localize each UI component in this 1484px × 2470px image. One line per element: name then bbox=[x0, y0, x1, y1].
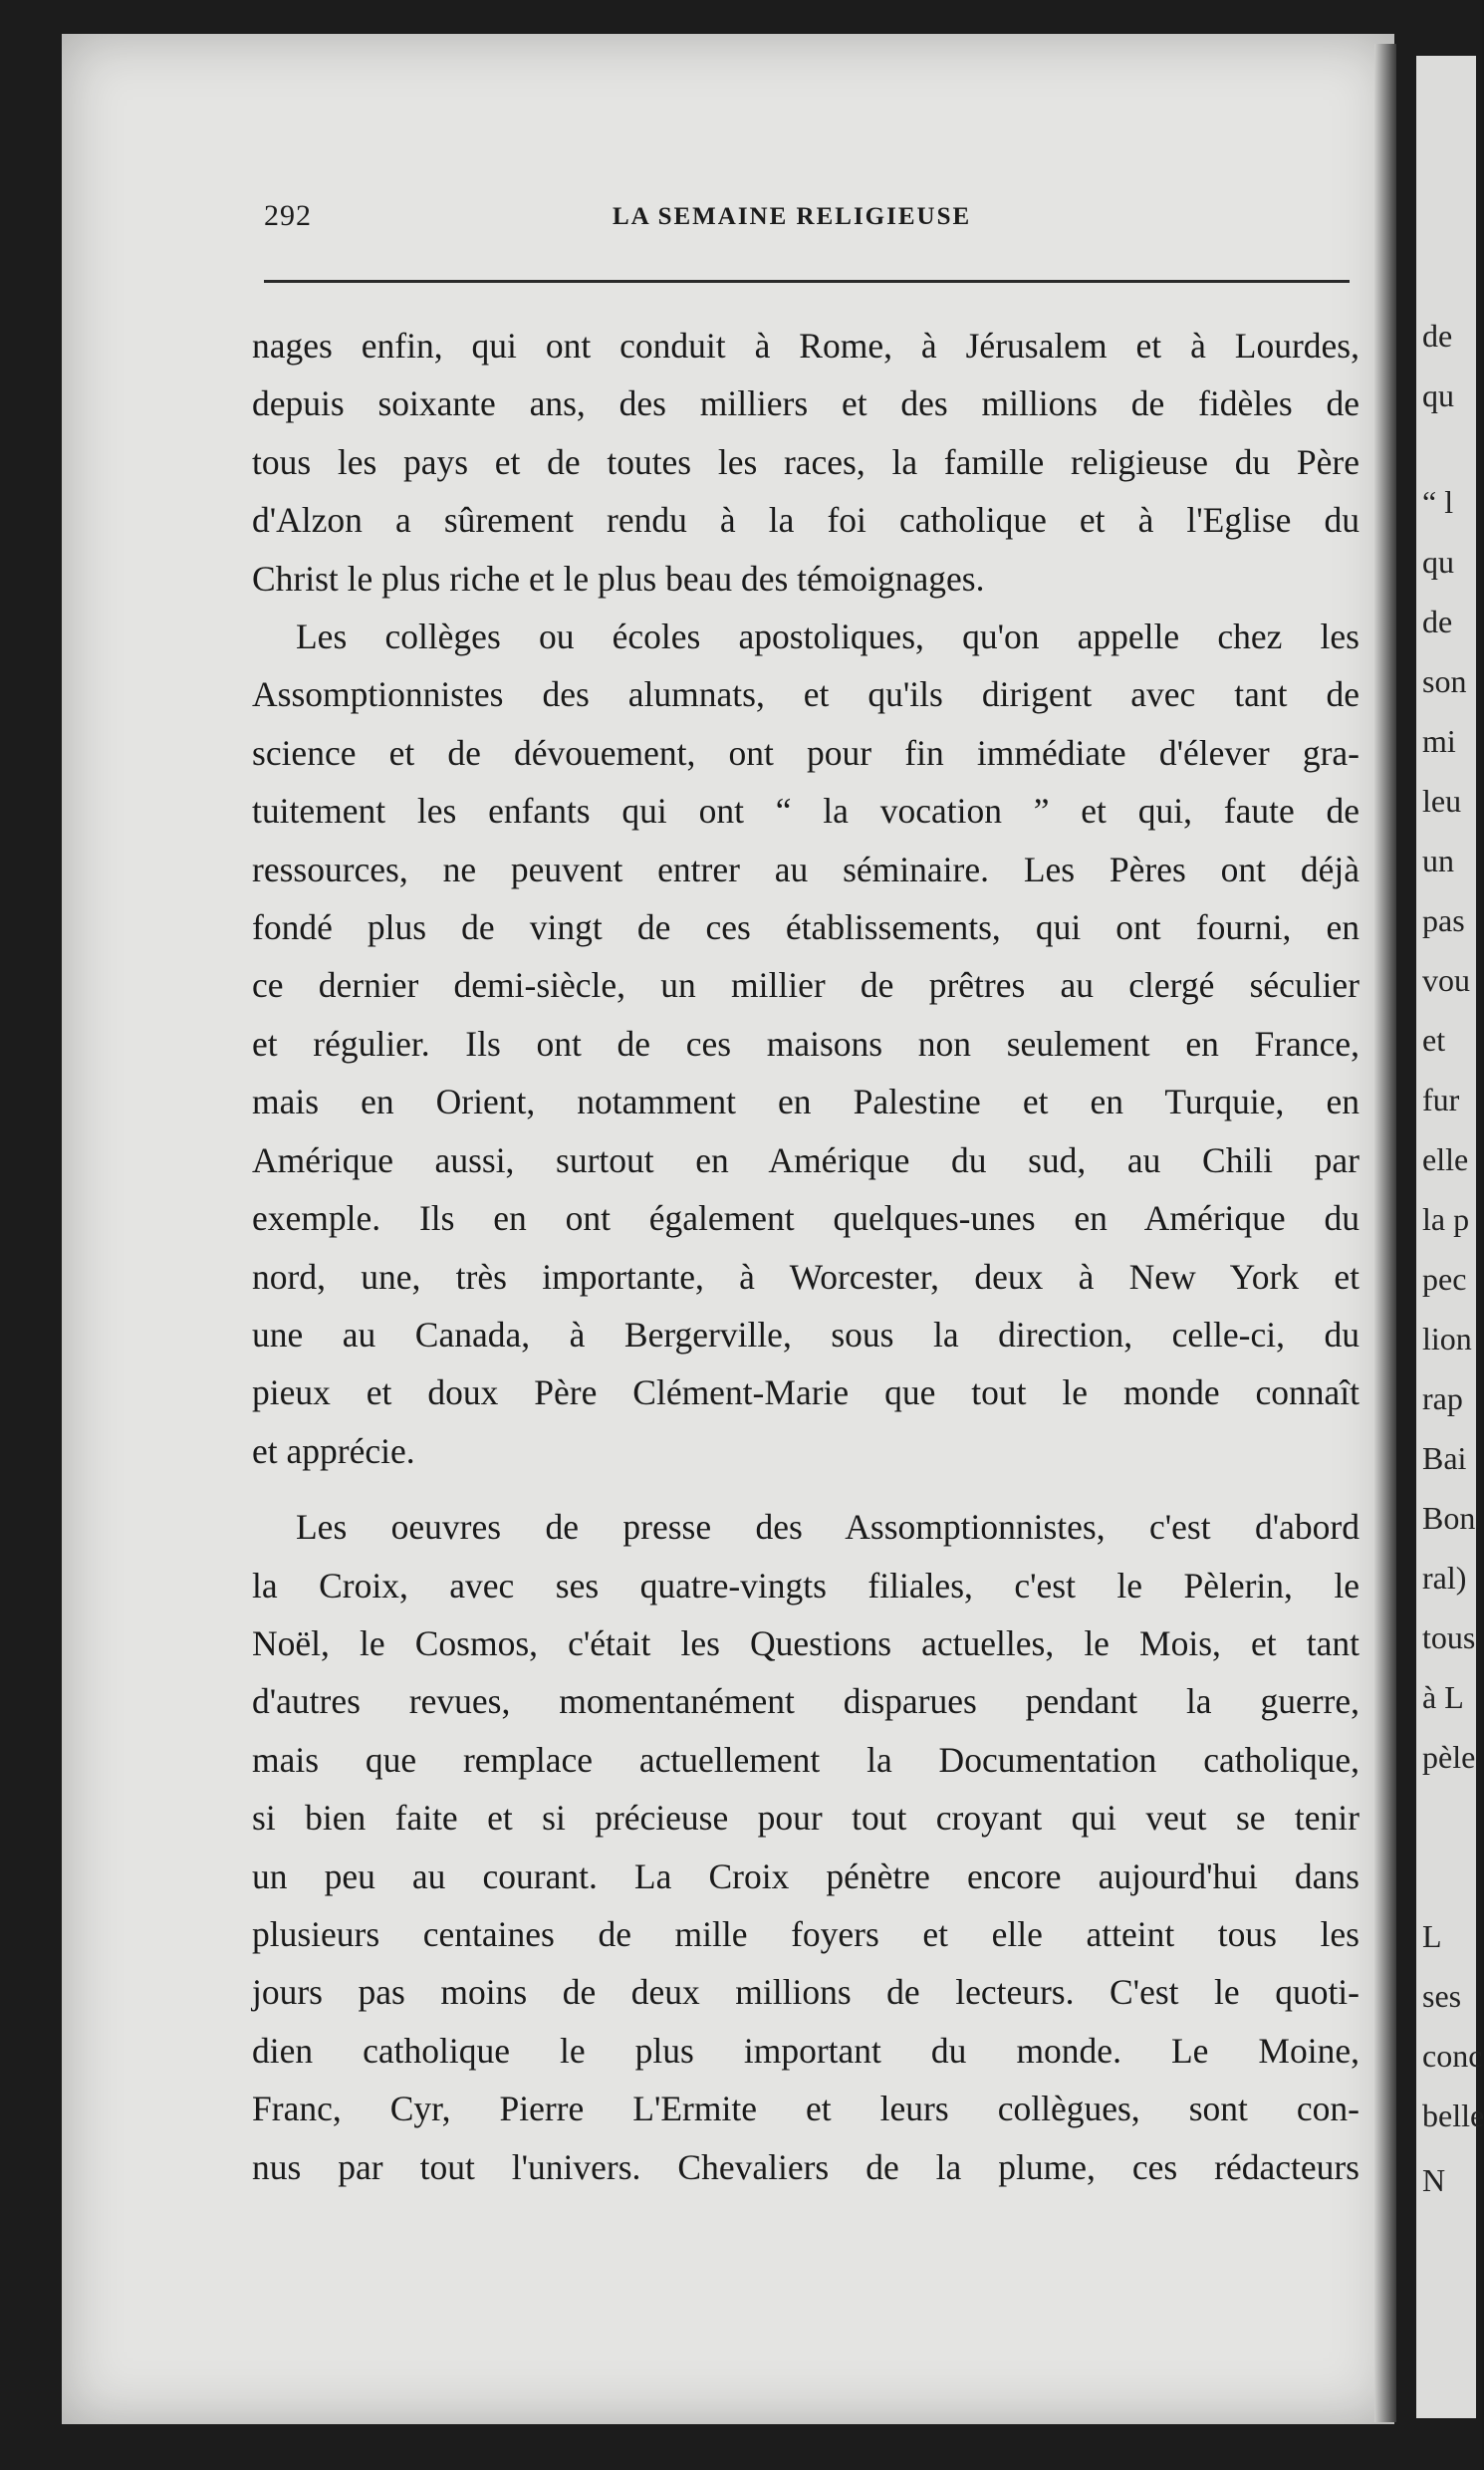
text-line: la Croix, avec ses quatre-vingts filiales, c'est le Pèlerin, le bbox=[252, 1565, 1360, 1606]
edge-fragment: tous bbox=[1422, 1619, 1476, 1655]
edge-fragment: vou bbox=[1422, 962, 1470, 998]
book-gutter bbox=[1374, 44, 1396, 2422]
text-line: un peu au courant. La Croix pénètre encore aujourd'hui dans bbox=[252, 1855, 1360, 1896]
text-line: Assomptionnistes des alumnats, et qu'ils dirigent avec tant de bbox=[252, 674, 1360, 715]
edge-fragment: la p bbox=[1422, 1201, 1470, 1237]
text-line: d'Alzon a sûrement rendu à la foi catholique et à l'Eglise du bbox=[252, 500, 1360, 541]
text-line: Franc, Cyr, Pierre L'Ermite et leurs collègues, sont con- bbox=[252, 2089, 1360, 2129]
text-line: ce dernier demi-siècle, un millier de prêtres au clergé séculier bbox=[252, 965, 1360, 1006]
edge-fragment: ral) bbox=[1422, 1560, 1467, 1596]
paragraph-1 bbox=[252, 317, 1360, 608]
text-line: exemple. Ils en ont également quelques-unes en Amérique du bbox=[252, 1198, 1360, 1239]
edge-fragment: Bai bbox=[1422, 1440, 1467, 1476]
edge-fragment: elle bbox=[1422, 1141, 1469, 1177]
edge-fragment: pec bbox=[1422, 1261, 1467, 1297]
edge-fragment: mi bbox=[1422, 723, 1456, 759]
edge-fragment: un bbox=[1422, 843, 1454, 878]
edge-fragment: pèle bbox=[1422, 1739, 1476, 1775]
text-line: dien catholique le plus important du monde. Le Moine, bbox=[252, 2030, 1360, 2071]
text-line: Christ le plus riche et le plus beau des témoignages. bbox=[252, 558, 985, 599]
edge-fragment: son bbox=[1422, 663, 1467, 699]
text-line: d'autres revues, momentanément disparues pendant la guerre, bbox=[252, 1681, 1360, 1722]
page-number: 292 bbox=[264, 199, 312, 232]
edge-fragment: à L bbox=[1422, 1679, 1464, 1715]
text-line: et apprécie. bbox=[252, 1430, 415, 1471]
text-line: plusieurs centaines de mille foyers et elle atteint tous les bbox=[252, 1913, 1360, 1954]
edge-fragment: belle bbox=[1422, 2098, 1484, 2133]
text-line: mais en Orient, notamment en Palestine et en Turquie, en bbox=[252, 1082, 1360, 1122]
edge-fragment: et bbox=[1422, 1022, 1446, 1058]
edge-fragment: lion bbox=[1422, 1321, 1472, 1357]
text-line: fondé plus de vingt de ces établissements, qui ont fourni, en bbox=[252, 907, 1360, 948]
text-line: nord, une, très importante, à Worcester, deux à New York et bbox=[252, 1256, 1360, 1297]
text-line: si bien faite et si précieuse pour tout croyant qui veut se tenir bbox=[252, 1798, 1360, 1839]
text-line: nages enfin, qui ont conduit à Rome, à Jérusalem et à Lourdes, bbox=[252, 326, 1360, 366]
edge-fragment: fur bbox=[1422, 1082, 1460, 1117]
text-line: science et de dévouement, ont pour fin immédiate d'élever gra- bbox=[252, 732, 1360, 773]
header-rule bbox=[264, 280, 1350, 283]
text-line: et régulier. Ils ont de ces maisons non seulement en France, bbox=[252, 1023, 1360, 1064]
edge-fragment: N bbox=[1422, 2162, 1446, 2198]
edge-fragment: de bbox=[1422, 604, 1453, 639]
page-header bbox=[184, 199, 1360, 235]
edge-fragment: pas bbox=[1422, 902, 1465, 938]
text-line: Les collèges ou écoles apostoliques, qu'on appelle chez les bbox=[296, 617, 1360, 657]
edge-fragment: ses bbox=[1422, 1978, 1462, 2014]
edge-fragment: L bbox=[1422, 1918, 1442, 1954]
edge-fragment: leu bbox=[1422, 783, 1462, 819]
text-line: Amérique aussi, surtout en Amérique du sud, au Chili par bbox=[252, 1139, 1360, 1180]
edge-fragment: Bon bbox=[1422, 1500, 1476, 1536]
paragraph-gap bbox=[252, 1480, 1360, 1498]
paragraph-2 bbox=[252, 608, 1360, 1480]
text-line: Noël, le Cosmos, c'était les Questions actuelles, le Mois, et tant bbox=[252, 1622, 1360, 1663]
text-line: jours pas moins de deux millions de lecteurs. C'est le quoti- bbox=[252, 1972, 1360, 2013]
text-line: pieux et doux Père Clément-Marie que tout le monde connaît bbox=[252, 1372, 1360, 1413]
running-title: LA SEMAINE RELIGIEUSE bbox=[613, 203, 972, 230]
edge-fragment: qu bbox=[1422, 544, 1454, 580]
text-line: mais que remplace actuellement la Documentation catholique, bbox=[252, 1739, 1360, 1780]
edge-fragment: rap bbox=[1422, 1380, 1463, 1416]
paragraph-3 bbox=[252, 1498, 1360, 2196]
text-line: nus par tout l'univers. Chevaliers de la plume, ces rédacteurs bbox=[252, 2146, 1360, 2187]
text-line: tous les pays et de toutes les races, la famille religieuse du Père bbox=[252, 441, 1360, 482]
edge-fragment: “ l bbox=[1422, 484, 1454, 520]
body-text bbox=[252, 317, 1360, 2196]
edge-fragment: conc bbox=[1422, 2038, 1483, 2074]
text-line: Les oeuvres de presse des Assomptionnistes, c'est d'abord bbox=[296, 1507, 1360, 1548]
edge-fragment: qu bbox=[1422, 377, 1454, 413]
text-line: une au Canada, à Bergerville, sous la direction, celle-ci, du bbox=[252, 1314, 1360, 1355]
text-line: tuitement les enfants qui ont “ la vocation ” et qui, faute de bbox=[252, 791, 1360, 832]
text-line: depuis soixante ans, des milliers et des millions de fidèles de bbox=[252, 383, 1360, 424]
adjacent-page-edge bbox=[1416, 56, 1484, 2418]
text-line: ressources, ne peuvent entrer au séminaire. Les Pères ont déjà bbox=[252, 849, 1360, 889]
edge-fragment: de bbox=[1422, 318, 1453, 354]
